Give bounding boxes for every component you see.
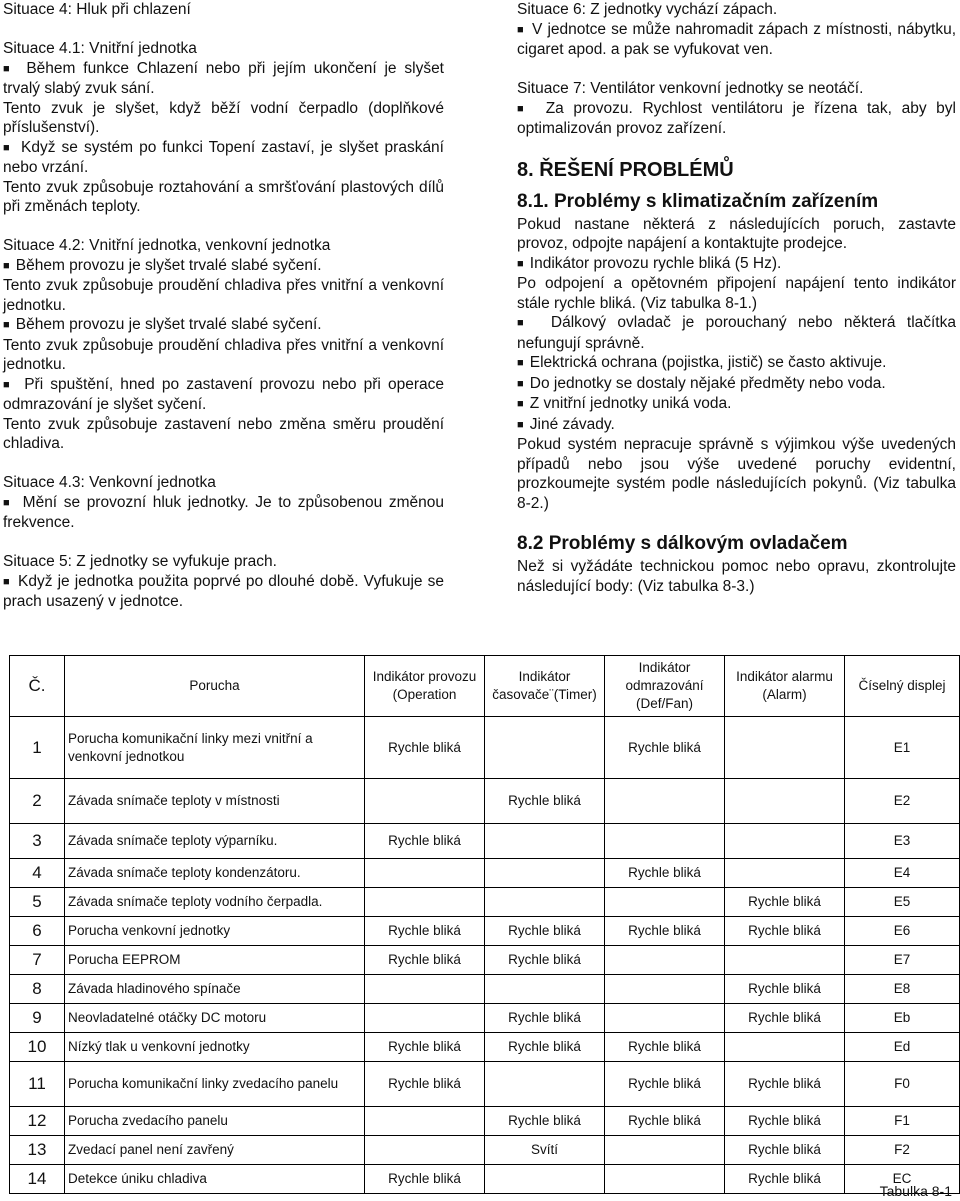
- indicator-status-cell: [365, 1136, 485, 1165]
- fault-description-cell: Závada snímače teploty vodního čerpadla.: [65, 888, 365, 917]
- indicator-status-cell: Rychle bliká: [485, 917, 605, 946]
- display-code-cell: E6: [845, 917, 960, 946]
- indicator-status-cell: Rychle bliká: [605, 1033, 725, 1062]
- fault-description-cell: Neovladatelné otáčky DC motoru: [65, 1004, 365, 1033]
- situation-4-1-bullet-2: ■ Když se systém po funkci Topení zastaví, je slyšet praskání nebo vrzání.: [3, 138, 444, 178]
- situation-4-2-text-2: Tento zvuk způsobuje proudění chladiva přes vnitřní a venkovní jednotku.: [3, 336, 444, 373]
- indicator-status-cell: Rychle bliká: [485, 1004, 605, 1033]
- table-row: [10, 1136, 960, 1165]
- indicator-status-cell: Rychle bliká: [605, 1107, 725, 1136]
- indicator-status-cell: Rychle bliká: [605, 917, 725, 946]
- row-number-cell: 4: [10, 859, 65, 888]
- indicator-status-cell: Rychle bliká: [365, 1062, 485, 1107]
- indicator-status-cell: Rychle bliká: [725, 1062, 845, 1107]
- indicator-status-cell: [485, 975, 605, 1004]
- table-header-row: [10, 656, 960, 717]
- row-number-cell: 12: [10, 1107, 65, 1136]
- indicator-status-cell: [725, 946, 845, 975]
- fault-code-table: [9, 655, 960, 1194]
- display-code-cell: E2: [845, 779, 960, 824]
- indicator-status-cell: Rychle bliká: [485, 946, 605, 975]
- indicator-status-cell: [365, 1004, 485, 1033]
- row-number-cell: 6: [10, 917, 65, 946]
- display-code-cell: Ed: [845, 1033, 960, 1062]
- fault-description-cell: Detekce úniku chladiva: [65, 1165, 365, 1194]
- indicator-status-cell: [485, 717, 605, 779]
- fault-description-cell: Porucha zvedacího panelu: [65, 1107, 365, 1136]
- row-number-cell: 13: [10, 1136, 65, 1165]
- table-row: [10, 917, 960, 946]
- indicator-status-cell: [365, 975, 485, 1004]
- indicator-status-cell: [725, 717, 845, 779]
- table-row: [10, 975, 960, 1004]
- indicator-status-cell: [485, 859, 605, 888]
- display-code-cell: F2: [845, 1136, 960, 1165]
- row-number-cell: 7: [10, 946, 65, 975]
- situation-4-1-text-1: Tento zvuk je slyšet, když běží vodní čerpadlo (doplňkové příslušenství).: [3, 99, 444, 136]
- indicator-status-cell: [725, 824, 845, 859]
- situation-4-2-text-3: Tento zvuk způsobuje zastavení nebo změna směru proudění chladiva.: [3, 415, 444, 452]
- row-number-cell: 14: [10, 1165, 65, 1194]
- indicator-status-cell: [365, 779, 485, 824]
- right-column: [517, 0, 956, 596]
- indicator-status-cell: [605, 1004, 725, 1033]
- indicator-status-cell: [485, 1165, 605, 1194]
- indicator-status-cell: [605, 946, 725, 975]
- table-row: [10, 946, 960, 975]
- header-timer-indicator: Indikátor časovače¨(Timer): [485, 656, 605, 717]
- indicator-status-cell: [365, 888, 485, 917]
- row-number-cell: 8: [10, 975, 65, 1004]
- indicator-status-cell: Rychle bliká: [725, 975, 845, 1004]
- fault-bullet-operation-indicator-detail: Po odpojení a opětovném připojení napájení tento indikátor stále rychle bliká. (Viz tabulka 8-1.): [517, 275, 956, 312]
- fault-description-cell: Závada hladinového spínače: [65, 975, 365, 1004]
- indicator-status-cell: Svítí: [485, 1136, 605, 1165]
- indicator-status-cell: [725, 859, 845, 888]
- header-alarm-indicator: Indikátor alarmu (Alarm): [725, 656, 845, 717]
- section-8-1-closing: Pokud systém nepracuje správně s výjimkou výše uvedených případů nebo jsou výše uvedené poruchy evidentní, prozkoumejte systém podle následujících pokynů. (Viz tabulka 8-2.): [517, 436, 956, 512]
- display-code-cell: F1: [845, 1107, 960, 1136]
- display-code-cell: E5: [845, 888, 960, 917]
- section-8-1-intro: Pokud nastane některá z následujících poruch, zastavte provoz, odpojte napájení a kontaktujte prodejce.: [517, 215, 956, 252]
- table-row: [10, 1033, 960, 1062]
- header-defrost-indicator: Indikátor odmrazování (Def/Fan): [605, 656, 725, 717]
- indicator-status-cell: [605, 1136, 725, 1165]
- indicator-status-cell: [485, 1062, 605, 1107]
- situation-7-title: Situace 7: Ventilátor venkovní jednotky se neotáčí.: [517, 80, 864, 97]
- display-code-cell: E7: [845, 946, 960, 975]
- fault-bullet-operation-indicator: ■ Indikátor provozu rychle bliká (5 Hz).: [517, 254, 956, 275]
- situation-4-2-bullet-1: ■ Během provozu je slyšet trvalé slabé syčení.: [3, 256, 444, 277]
- table-row: [10, 1004, 960, 1033]
- indicator-status-cell: Rychle bliká: [725, 888, 845, 917]
- fault-bullet-leak: ■ Z vnitřní jednotky uniká voda.: [517, 394, 956, 415]
- indicator-status-cell: [605, 1165, 725, 1194]
- fault-bullet-other: ■ Jiné závady.: [517, 415, 956, 436]
- row-number-cell: 11: [10, 1062, 65, 1107]
- indicator-status-cell: Rychle bliká: [485, 1033, 605, 1062]
- display-code-cell: E3: [845, 824, 960, 859]
- indicator-status-cell: Rychle bliká: [725, 1136, 845, 1165]
- situation-4-1-title: Situace 4.1: Vnitřní jednotka: [3, 40, 197, 57]
- indicator-status-cell: [485, 824, 605, 859]
- fault-description-cell: Porucha venkovní jednotky: [65, 917, 365, 946]
- display-code-cell: EC: [845, 1165, 960, 1194]
- left-column: [3, 0, 444, 612]
- situation-7-bullet-1: ■ Za provozu. Rychlost ventilátoru je řízena tak, aby byl optimalizován provoz zařízení.: [517, 99, 956, 139]
- fault-description-cell: Zvedací panel není zavřený: [65, 1136, 365, 1165]
- section-8-1-heading: 8.1. Problémy s klimatizačním zařízením: [517, 190, 879, 212]
- situation-4-2-title: Situace 4.2: Vnitřní jednotka, venkovní jednotka: [3, 237, 331, 254]
- row-number-cell: 5: [10, 888, 65, 917]
- indicator-status-cell: [605, 824, 725, 859]
- section-8-2-text: Než si vyžádáte technickou pomoc nebo opravu, zkontrolujte následující body: (Viz tabulka 8-3.): [517, 558, 956, 595]
- fault-description-cell: Závada snímače teploty v místnosti: [65, 779, 365, 824]
- indicator-status-cell: [725, 779, 845, 824]
- situation-4-1-text-2: Tento zvuk způsobuje roztahování a smršťování plastových dílů při změnách teploty.: [3, 178, 444, 215]
- indicator-status-cell: [485, 888, 605, 917]
- fault-description-cell: Porucha komunikační linky mezi vnitřní a venkovní jednotkou: [65, 717, 365, 779]
- display-code-cell: E8: [845, 975, 960, 1004]
- fault-description-cell: Nízký tlak u venkovní jednotky: [65, 1033, 365, 1062]
- table-row: [10, 1062, 960, 1107]
- indicator-status-cell: Rychle bliká: [365, 946, 485, 975]
- fault-description-cell: Porucha EEPROM: [65, 946, 365, 975]
- table-caption: Tabulka 8-1: [879, 1183, 952, 1199]
- situation-4-2-bullet-3: ■ Při spuštění, hned po zastavení provozu nebo při operace odmrazování je slyšet syčení.: [3, 375, 444, 415]
- section-8-heading: 8. ŘEŠENÍ PROBLÉMŮ: [517, 158, 734, 181]
- table-row: [10, 888, 960, 917]
- fault-description-cell: Závada snímače teploty kondenzátoru.: [65, 859, 365, 888]
- indicator-status-cell: Rychle bliká: [725, 917, 845, 946]
- table-row: [10, 779, 960, 824]
- indicator-status-cell: [365, 1107, 485, 1136]
- situation-4-3-title: Situace 4.3: Venkovní jednotka: [3, 474, 216, 491]
- row-number-cell: 9: [10, 1004, 65, 1033]
- indicator-status-cell: Rychle bliká: [605, 859, 725, 888]
- indicator-status-cell: Rychle bliká: [725, 1004, 845, 1033]
- table-row: [10, 1165, 960, 1194]
- indicator-status-cell: Rychle bliká: [725, 1165, 845, 1194]
- table-row: [10, 717, 960, 779]
- section-8-2-heading: 8.2 Problémy s dálkovým ovladačem: [517, 533, 848, 554]
- header-operation-indicator: Indikátor provozu (Operation: [365, 656, 485, 717]
- situation-6-title: Situace 6: Z jednotky vychází zápach.: [517, 1, 778, 18]
- indicator-status-cell: [365, 859, 485, 888]
- situation-4-1-bullet-1: ■ Během funkce Chlazení nebo při jejím ukončení je slyšet trvalý slabý zvuk sání.: [3, 59, 444, 99]
- indicator-status-cell: Rychle bliká: [485, 779, 605, 824]
- indicator-status-cell: Rychle bliká: [365, 1165, 485, 1194]
- header-display: Číselný displej: [845, 656, 960, 717]
- table-row: [10, 1107, 960, 1136]
- situation-6-bullet-1: ■ V jednotce se může nahromadit zápach z místnosti, nábytku, cigaret apod. a pak se vyfukovat ven.: [517, 20, 956, 60]
- indicator-status-cell: Rychle bliká: [605, 1062, 725, 1107]
- row-number-cell: 3: [10, 824, 65, 859]
- situation-4-3-bullet-1: ■ Mění se provozní hluk jednotky. Je to způsobenou změnou frekvence.: [3, 493, 444, 533]
- situation-4-title: Situace 4: Hluk při chlazení: [3, 1, 191, 18]
- indicator-status-cell: Rychle bliká: [365, 824, 485, 859]
- display-code-cell: E1: [845, 717, 960, 779]
- display-code-cell: Eb: [845, 1004, 960, 1033]
- indicator-status-cell: [605, 888, 725, 917]
- fault-description-cell: Závada snímače teploty výparníku.: [65, 824, 365, 859]
- display-code-cell: E4: [845, 859, 960, 888]
- header-number: Č.: [10, 656, 65, 717]
- situation-4-2-text-1: Tento zvuk způsobuje proudění chladiva přes vnitřní a venkovní jednotku.: [3, 277, 444, 314]
- indicator-status-cell: Rychle bliká: [485, 1107, 605, 1136]
- indicator-status-cell: Rychle bliká: [605, 717, 725, 779]
- indicator-status-cell: [605, 779, 725, 824]
- situation-5-title: Situace 5: Z jednotky se vyfukuje prach.: [3, 553, 277, 570]
- situation-5-bullet-1: ■ Když je jednotka použita poprvé po dlouhé době. Vyfukuje se prach usazený v jednotce.: [3, 572, 444, 612]
- fault-description-cell: Porucha komunikační linky zvedacího panelu: [65, 1062, 365, 1107]
- table-row: [10, 859, 960, 888]
- situation-4-2-bullet-2: ■ Během provozu je slyšet trvalé slabé syčení.: [3, 315, 444, 336]
- display-code-cell: F0: [845, 1062, 960, 1107]
- fault-bullet-objects-water: ■ Do jednotky se dostaly nějaké předměty nebo voda.: [517, 374, 956, 395]
- row-number-cell: 2: [10, 779, 65, 824]
- indicator-status-cell: Rychle bliká: [725, 1107, 845, 1136]
- indicator-status-cell: Rychle bliká: [365, 1033, 485, 1062]
- row-number-cell: 10: [10, 1033, 65, 1062]
- header-fault: Porucha: [65, 656, 365, 717]
- row-number-cell: 1: [10, 717, 65, 779]
- indicator-status-cell: Rychle bliká: [365, 717, 485, 779]
- indicator-status-cell: [605, 975, 725, 1004]
- fault-bullet-electrical-protection: ■ Elektrická ochrana (pojistka, jistič) se často aktivuje.: [517, 353, 956, 374]
- indicator-status-cell: [725, 1033, 845, 1062]
- indicator-status-cell: Rychle bliká: [365, 917, 485, 946]
- fault-bullet-remote: ■ Dálkový ovladač je porouchaný nebo některá tlačítka nefungují správně.: [517, 313, 956, 353]
- table-row: [10, 824, 960, 859]
